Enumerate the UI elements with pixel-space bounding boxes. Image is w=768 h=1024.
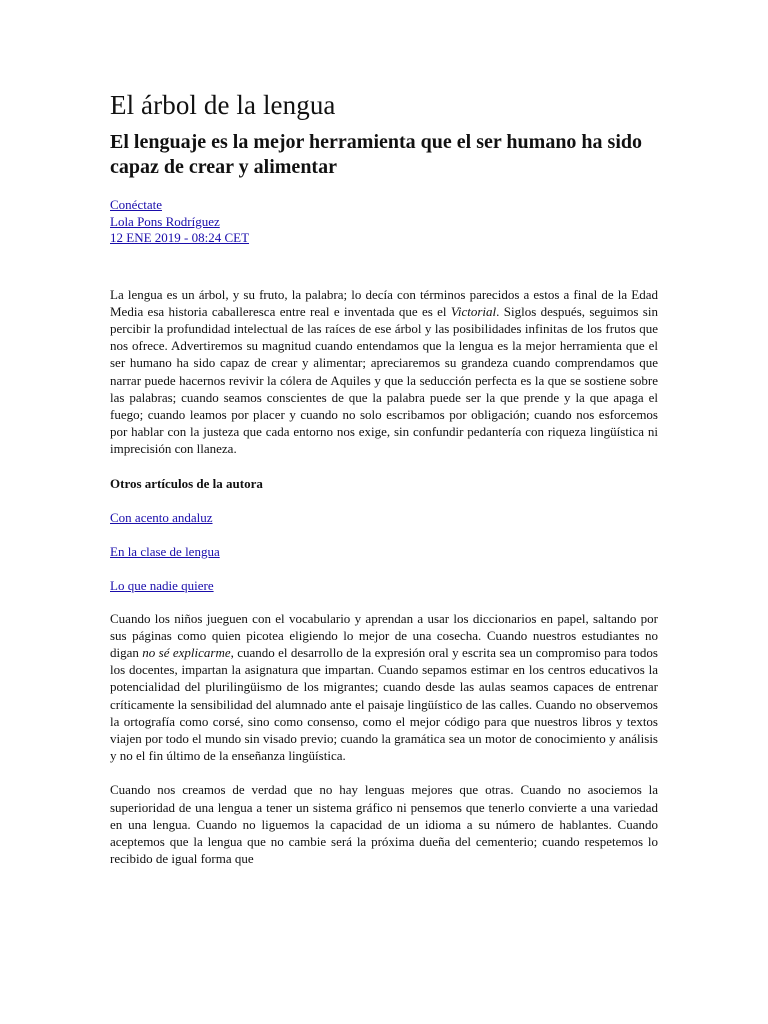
connect-link[interactable]: Conéctate [110,197,162,212]
paragraph-3: Cuando nos creamos de verdad que no hay lenguas mejores que otras. Cuando no asociemos la superioridad de una lengua a tener un sistema gráfico ni pensemos que tenerlo convierte a una variedad en una lengua. Cuando no liguemos la capacidad de un idioma a su número de hablantes. Cuando aceptemos que la lengua que no cambie será la próxima dueña del cementerio; cuando respetemos lo recibido de igual forma que [110,782,658,867]
article-subtitle: El lenguaje es la mejor herramienta que el ser humano ha sido capaz de crear y alimentar [110,131,643,178]
article-title: El árbol de la lengua [110,90,336,120]
date-link[interactable]: 12 ENE 2019 - 08:24 CET [110,230,250,245]
related-link-2[interactable]: En la clase de lengua [110,543,220,559]
paragraph-1-italic: Victorial [450,303,497,319]
paragraph-2 [110,610,658,765]
author-link[interactable]: Lola Pons Rodríguez [110,213,220,229]
related-articles-heading: Otros artículos de la autora [110,475,263,491]
paragraph-1-text-b: . Siglos después, seguimos sin percibir la profundidad intelectual de las raíces de ese árbol y las posibilidades infinitas de los frutos que nos ofrece. Advertiremos su magnitud cuando entendamos que la lengua es la mejor herramienta que el ser humano ha sido capaz de crear y alimentar; apreciaremos su grandeza cuando comprendamos que narrar puede hacernos revivir la cólera de Aquiles y que la seducción perfecta es la que se sostiene sobre las palabras; cuando seamos conscientes de que la palabra puede ser la que prende y la que apaga el fuego; cuando leamos por placer y cuando no solo escribamos por obligación; cuando nos esforcemos por hablar con la justeza que cada entorno nos exige, sin confundir pedantería con riqueza lingüística ni imprecisión con llaneza. [110,303,658,457]
paragraph-1-text-a: La lengua es un árbol, y su fruto, la palabra; lo decía con términos parecidos a estos a final de la Edad Media esa historia caballeresca entre real e inventada que es el [110,286,658,319]
paragraph-2-italic: no sé explicarme [142,644,231,660]
article [110,88,658,867]
paragraph-1 [110,286,658,458]
paragraph-2-text-b: , cuando el desarrollo de la expresión oral y escrita sea un compromiso para todos los docentes, impartan la asignatura que impartan. Cuando sepamos estimar en los centros educativos la potencialidad del plurilingüismo de los migrantes; cuando desde las aulas seamos capaces de entrenar críticamente la sensibilidad del alumnado ante el paisaje lingüístico de las calles. Cuando no observemos la ortografía como corsé, sino como consenso, como el mejor código para que nuestros libros y textos viajen por todo el mundo sin visado previo; cuando la gramática sea un motor de conocimiento y análisis y no el fin último de la enseñanza lingüística. [110,644,658,764]
article-meta [110,197,658,247]
paragraph-2-text-a: Cuando los niños jueguen con el vocabulario y aprendan a usar los diccionarios en papel, saltando por sus páginas como quien picotea eligiendo lo mejor de una cosecha. Cuando nuestros estudiantes no digan [110,610,658,660]
related-link-3[interactable]: Lo que nadie quiere [110,577,214,593]
related-link-1[interactable]: Con acento andaluz [110,509,213,525]
